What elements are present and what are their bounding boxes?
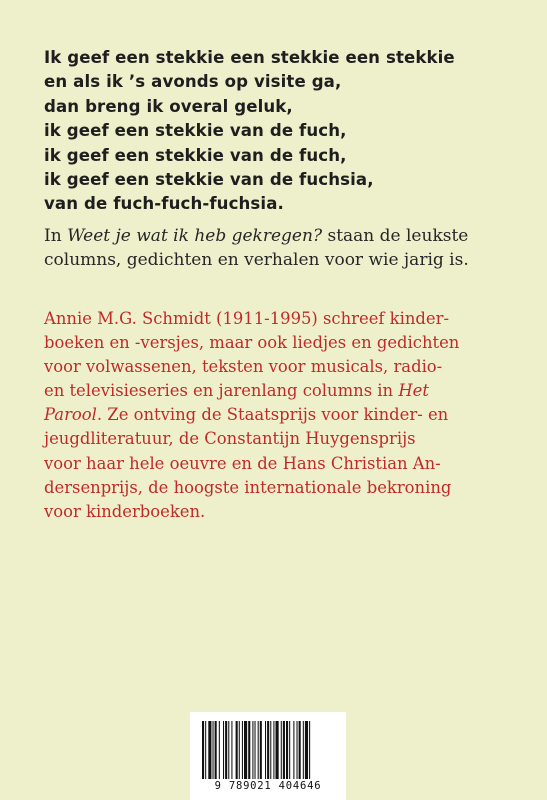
barcode-bar [297, 721, 298, 779]
poem-line: ik geef een stekkie van de fuchsia, [44, 170, 374, 190]
barcode-bar [281, 721, 282, 779]
barcode-bar [244, 721, 247, 779]
barcode-bar [208, 721, 211, 779]
barcode-bar [213, 721, 214, 779]
barcode-bar [283, 721, 285, 779]
barcode-bar [219, 721, 220, 779]
barcode-bar [260, 721, 262, 779]
barcode-bar [205, 721, 206, 779]
blurb-text: In [44, 226, 68, 246]
bio-line: voor kinderboeken. [44, 501, 206, 521]
barcode-bar [305, 721, 308, 779]
barcode-bar [215, 721, 217, 779]
barcode-bar [239, 721, 240, 779]
barcode-bar [225, 721, 227, 779]
bio-line: voor volwassenen, teksten voor musicals, radio- [44, 357, 443, 377]
barcode-bar [299, 721, 301, 779]
barcode-bar [270, 721, 271, 779]
barcode-bar [267, 721, 269, 779]
poem-line: en als ik ’s avonds op visite ga, [44, 72, 342, 92]
barcode-bar [293, 721, 294, 779]
bio-line: Annie M.G. Schmidt (1911-1995) schreef kinder- [44, 309, 449, 328]
barcode-bar [258, 721, 259, 779]
barcode-bar [265, 721, 266, 779]
barcode-bar [236, 721, 238, 779]
bio-line: dersenprijs, de hoogste internationale bekroning [44, 477, 452, 497]
barcode-bar [309, 721, 310, 779]
barcode-bar [242, 721, 243, 779]
barcode-bar [202, 721, 204, 779]
barcode-bar [252, 721, 253, 779]
book-blurb [44, 224, 514, 272]
bio-line: voor haar hele oeuvre en de Hans Christian An- [44, 453, 441, 473]
blurb-text: staan de leukste [322, 226, 469, 246]
bio-text: en televisieseries en jarenlang columns in [44, 381, 399, 401]
barcode-bar [303, 721, 304, 779]
newspaper-title: Het [398, 381, 429, 401]
newspaper-title: Parool [44, 405, 97, 425]
poem-line: ik geef een stekkie van de fuch, [44, 145, 347, 165]
blurb-line-1 [44, 224, 514, 248]
barcode-bar [273, 721, 274, 779]
barcode-bar [289, 721, 290, 779]
bio-line [44, 403, 514, 427]
barcode-bars [200, 721, 336, 779]
poem-line: Ik geef een stekkie een stekkie een stekkie [44, 48, 455, 67]
barcode-bar [286, 721, 288, 779]
author-bio [44, 307, 514, 524]
barcode-bar [223, 721, 224, 779]
poem-line: ik geef een stekkie van de fuch, [44, 121, 347, 141]
barcode-bar [255, 721, 256, 779]
barcode-bar [228, 721, 229, 779]
bio-line [44, 379, 514, 403]
isbn-number: 9 789021 404646 [214, 780, 322, 792]
isbn-barcode [190, 712, 346, 800]
barcode-bar [276, 721, 279, 779]
barcode-bar [248, 721, 250, 779]
barcode-bar [231, 721, 232, 779]
bio-line: jeugdliteratuur, de Constantijn Huygensprijs [44, 429, 416, 449]
blurb-line-2: columns, gedichten en verhalen voor wie jarig is. [44, 250, 469, 271]
poem-line: dan breng ik overal geluk, [44, 96, 293, 116]
poem-line: van de fuch-fuch-fuchsia. [44, 194, 284, 214]
book-title: Weet je wat ik heb gekregen? [67, 226, 323, 246]
poem-stanza [44, 46, 514, 217]
bio-line: boeken en -versjes, maar ook liedjes en gedichten [44, 333, 460, 353]
bio-text: . Ze ontving de Staatsprijs voor kinder- en [96, 405, 449, 425]
